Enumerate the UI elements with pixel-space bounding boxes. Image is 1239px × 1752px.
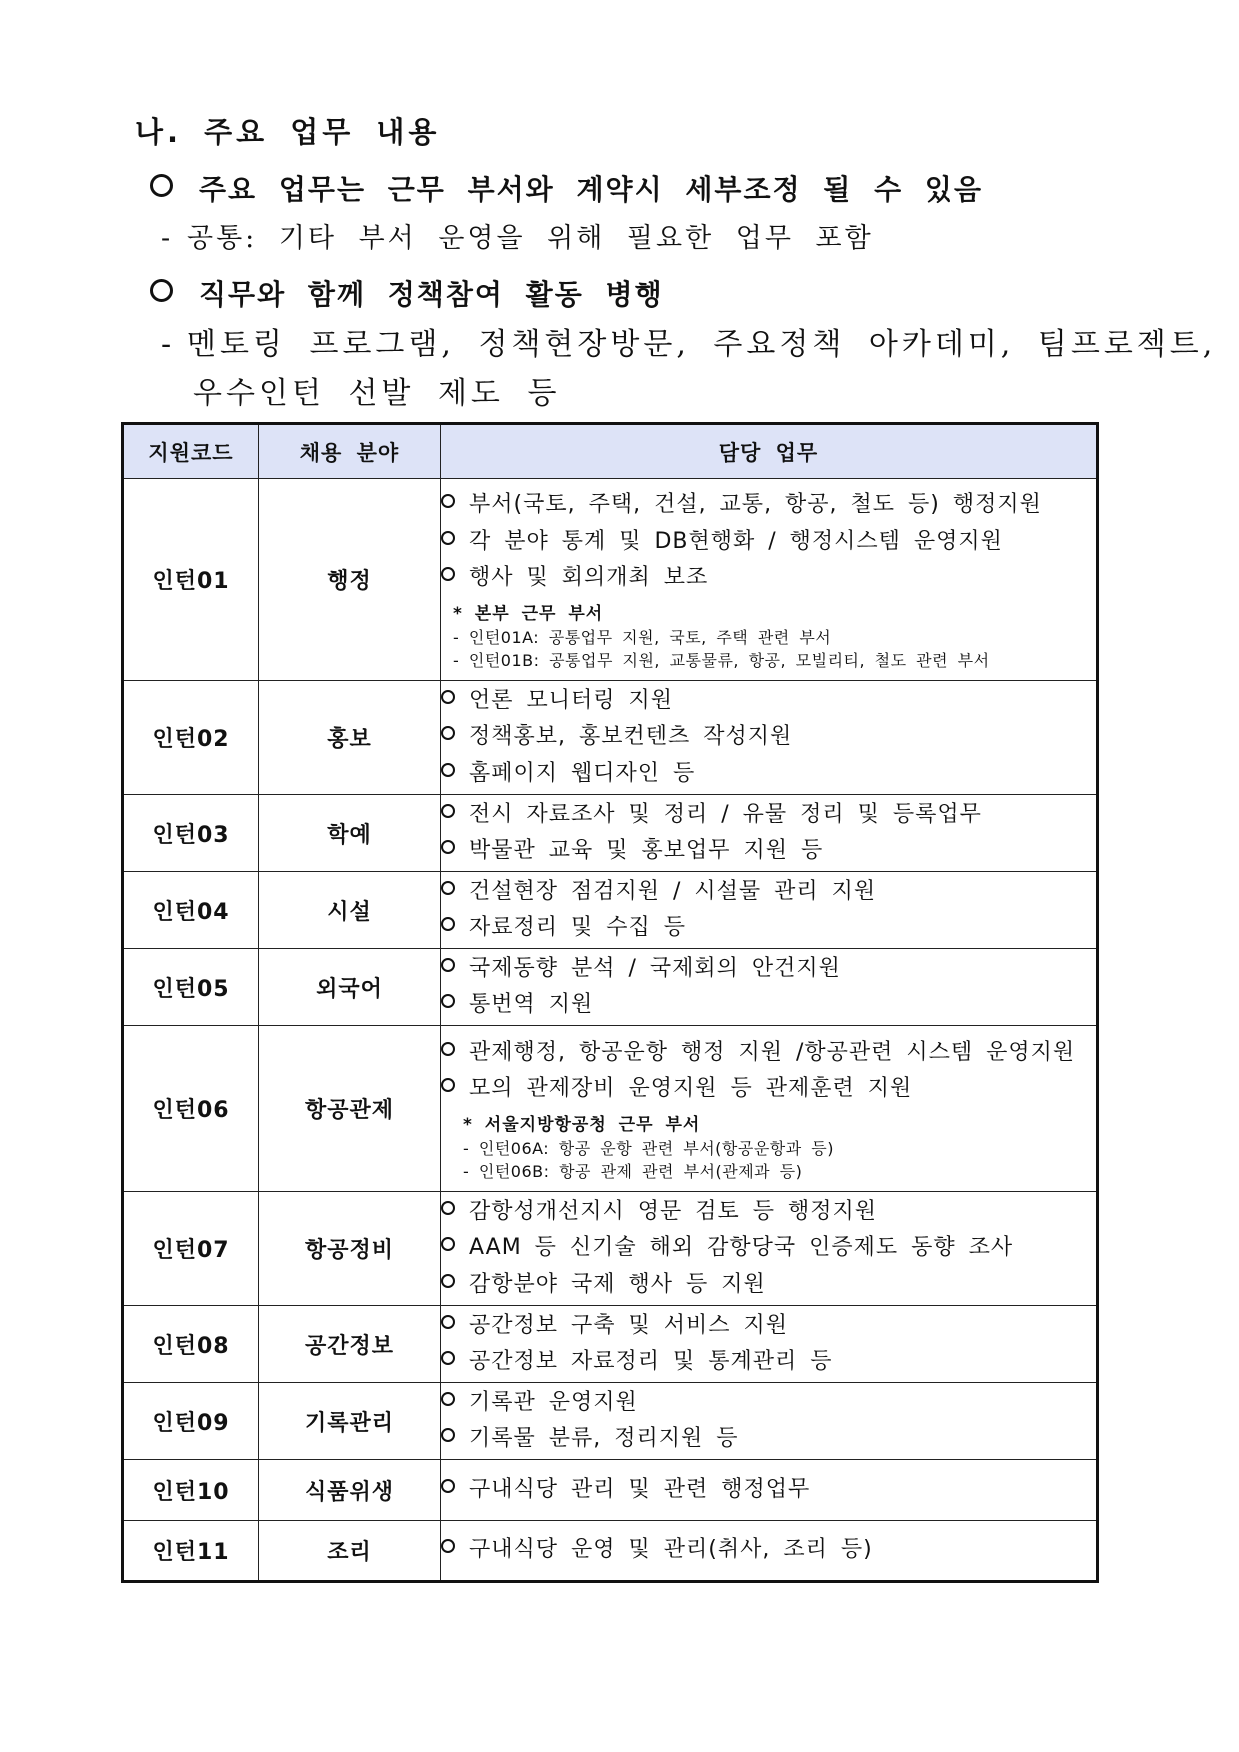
duty-item <box>441 560 1096 597</box>
duty-item <box>441 987 1096 1024</box>
duty-text: 공간정보 구축 및 서비스 지원 <box>469 1312 788 1338</box>
duty-item <box>441 1194 1096 1231</box>
point-2-sub-continuation: 우수인턴 선발 제도 등 <box>193 376 561 411</box>
dash-bullet: - <box>161 223 174 254</box>
circle-bullet-icon <box>441 1479 455 1493</box>
circle-bullet-icon <box>441 494 455 508</box>
point-1-sub <box>161 216 874 255</box>
table-row <box>123 479 1098 681</box>
duty-item <box>441 1385 1096 1422</box>
duty-text: 구내식당 관리 및 관련 행정업무 <box>469 1476 811 1502</box>
duty-text: 통번역 지원 <box>469 992 594 1017</box>
circle-bullet-icon <box>441 1315 455 1329</box>
row-field: 식품위생 <box>259 1460 441 1521</box>
duty-table <box>121 422 1099 1583</box>
row-duties <box>441 1460 1098 1521</box>
circle-bullet-icon <box>441 958 455 972</box>
duty-text: 정책홍보, 홍보컨텐츠 작성지원 <box>469 724 793 750</box>
row-field: 항공정비 <box>259 1192 441 1306</box>
table-header-row <box>123 424 1098 479</box>
duty-item <box>441 487 1096 524</box>
table-row <box>123 1383 1098 1460</box>
point-2-sub-text-1: 멘토링 프로그램, 정책현장방문, 주요정책 아카데미, 팀프로젝트, <box>187 327 1217 362</box>
duty-text: 부서(국토, 주택, 건설, 교통, 항공, 철도 등) 행정지원 <box>469 492 1042 518</box>
row-code: 인턴06 <box>123 1026 259 1192</box>
duty-item <box>441 1308 1096 1345</box>
note-heading: * 본부 근무 부서 <box>453 603 604 624</box>
circle-bullet-icon <box>441 917 455 931</box>
table-body <box>123 479 1098 1582</box>
row-duties <box>441 1026 1098 1192</box>
duty-item <box>441 874 1096 911</box>
point-1 <box>150 168 983 208</box>
circle-bullet-icon <box>441 1539 455 1553</box>
circle-bullet-icon <box>441 567 455 581</box>
row-field: 항공관제 <box>259 1026 441 1192</box>
duty-text: AAM 등 신기술 해외 감항당국 인증제도 동향 조사 <box>469 1235 1014 1261</box>
duty-text: 모의 관제장비 운영지원 등 관제훈련 지원 <box>469 1076 913 1101</box>
circle-bullet-icon <box>441 840 455 854</box>
table-row <box>123 1026 1098 1192</box>
circle-bullet-icon <box>150 279 173 302</box>
duty-item <box>441 524 1096 561</box>
row-duties <box>441 795 1098 872</box>
duty-text: 전시 자료조사 및 정리 / 유물 정리 및 등록업무 <box>469 801 982 827</box>
note-item: - 인턴06B: 항공 관제 관련 부서(관제과 등) <box>463 1161 803 1181</box>
row-field: 조리 <box>259 1521 441 1582</box>
row-field: 행정 <box>259 479 441 681</box>
circle-bullet-icon <box>441 1237 455 1251</box>
circle-bullet-icon <box>441 1428 455 1442</box>
duty-text: 감항성개선지시 영문 검토 등 행정지원 <box>469 1198 878 1224</box>
note-item: - 인턴01B: 공통업무 지원, 교통물류, 항공, 모빌리티, 철도 관련 부서 <box>453 650 990 670</box>
row-code: 인턴08 <box>123 1306 259 1383</box>
row-duties <box>441 1521 1098 1582</box>
table-row <box>123 1521 1098 1582</box>
circle-bullet-icon <box>441 690 455 704</box>
table-row <box>123 681 1098 795</box>
row-code: 인턴09 <box>123 1383 259 1460</box>
duty-text: 각 분야 통계 및 DB현행화 / 행정시스템 운영지원 <box>469 528 1003 554</box>
table-row <box>123 1306 1098 1383</box>
table-row <box>123 872 1098 949</box>
header-field: 채용 분야 <box>259 424 441 479</box>
duty-item <box>441 910 1096 947</box>
row-code: 인턴03 <box>123 795 259 872</box>
duty-text: 기록관 운영지원 <box>469 1389 638 1415</box>
duty-item <box>441 1472 1096 1509</box>
circle-bullet-icon <box>441 804 455 818</box>
section-title: 나. 주요 업무 내용 <box>135 115 441 149</box>
table-row <box>123 949 1098 1026</box>
circle-bullet-icon <box>150 174 173 197</box>
point-1-sub-text: 공통: 기타 부서 운영을 위해 필요한 업무 포함 <box>187 223 874 254</box>
row-field: 홍보 <box>259 681 441 795</box>
point-2-sub <box>161 319 1216 363</box>
duty-text: 관제행정, 항공운항 행정 지원 /항공관련 시스템 운영지원 <box>469 1039 1076 1065</box>
department-note <box>441 1110 1096 1183</box>
duty-text: 언론 모니터링 지원 <box>469 687 674 713</box>
department-note <box>441 599 1096 672</box>
duty-item <box>441 1035 1096 1072</box>
point-2-text: 직무와 함께 정책참여 활동 병행 <box>199 278 664 311</box>
circle-bullet-icon <box>441 1078 455 1092</box>
duty-item <box>441 1421 1096 1458</box>
duty-item <box>441 756 1096 793</box>
row-duties <box>441 681 1098 795</box>
duty-item <box>441 1267 1096 1304</box>
row-field: 공간정보 <box>259 1306 441 1383</box>
table-row <box>123 795 1098 872</box>
row-field: 기록관리 <box>259 1383 441 1460</box>
circle-bullet-icon <box>441 881 455 895</box>
row-code: 인턴02 <box>123 681 259 795</box>
duty-text: 기록물 분류, 정리지원 등 <box>469 1426 739 1451</box>
duty-item <box>441 1532 1096 1569</box>
duty-item <box>441 683 1096 720</box>
duty-text: 구내식당 운영 및 관리(취사, 조리 등) <box>469 1537 873 1563</box>
duty-item <box>441 833 1096 870</box>
dash-bullet: - <box>161 327 176 362</box>
duty-item <box>441 1230 1096 1267</box>
point-1-text: 주요 업무는 근무 부서와 계약시 세부조정 될 수 있음 <box>199 173 983 206</box>
duty-text: 건설현장 점검지원 / 시설물 관리 지원 <box>469 878 877 904</box>
row-duties <box>441 1383 1098 1460</box>
duty-item <box>441 951 1096 988</box>
circle-bullet-icon <box>441 994 455 1008</box>
duty-item <box>441 1071 1096 1108</box>
note-heading: * 서울지방항공청 근무 부서 <box>463 1114 701 1135</box>
duty-text: 자료정리 및 수집 등 <box>469 915 686 940</box>
circle-bullet-icon <box>441 1351 455 1365</box>
note-item: - 인턴06A: 항공 운항 관련 부서(항공운항과 등) <box>463 1138 834 1158</box>
circle-bullet-icon <box>441 1042 455 1056</box>
table-row <box>123 1460 1098 1521</box>
duty-text: 감항분야 국제 행사 등 지원 <box>469 1271 766 1297</box>
header-code: 지원코드 <box>123 424 259 479</box>
row-code: 인턴07 <box>123 1192 259 1306</box>
header-duties: 담당 업무 <box>441 424 1098 479</box>
note-item: - 인턴01A: 공통업무 지원, 국토, 주택 관련 부서 <box>453 627 832 647</box>
row-code: 인턴05 <box>123 949 259 1026</box>
row-duties <box>441 872 1098 949</box>
row-code: 인턴01 <box>123 479 259 681</box>
duty-item <box>441 719 1096 756</box>
circle-bullet-icon <box>441 1274 455 1288</box>
row-duties <box>441 1306 1098 1383</box>
duty-item <box>441 797 1096 834</box>
row-duties <box>441 1192 1098 1306</box>
row-code: 인턴11 <box>123 1521 259 1582</box>
duty-text: 홈페이지 웹디자인 등 <box>469 760 696 786</box>
table-row <box>123 1192 1098 1306</box>
row-field: 학예 <box>259 795 441 872</box>
circle-bullet-icon <box>441 1392 455 1406</box>
duty-item <box>441 1344 1096 1381</box>
circle-bullet-icon <box>441 763 455 777</box>
duty-text: 박물관 교육 및 홍보업무 지원 등 <box>469 838 824 863</box>
duty-text: 행사 및 회의개최 보조 <box>469 565 709 591</box>
circle-bullet-icon <box>441 726 455 740</box>
duty-text: 공간정보 자료정리 및 통계관리 등 <box>469 1349 833 1374</box>
circle-bullet-icon <box>441 1201 455 1215</box>
row-field: 외국어 <box>259 949 441 1026</box>
row-field: 시설 <box>259 872 441 949</box>
duty-text: 국제동향 분석 / 국제회의 안건지원 <box>469 955 841 981</box>
point-2 <box>150 273 664 313</box>
row-code: 인턴10 <box>123 1460 259 1521</box>
row-duties <box>441 949 1098 1026</box>
row-duties <box>441 479 1098 681</box>
row-code: 인턴04 <box>123 872 259 949</box>
circle-bullet-icon <box>441 531 455 545</box>
